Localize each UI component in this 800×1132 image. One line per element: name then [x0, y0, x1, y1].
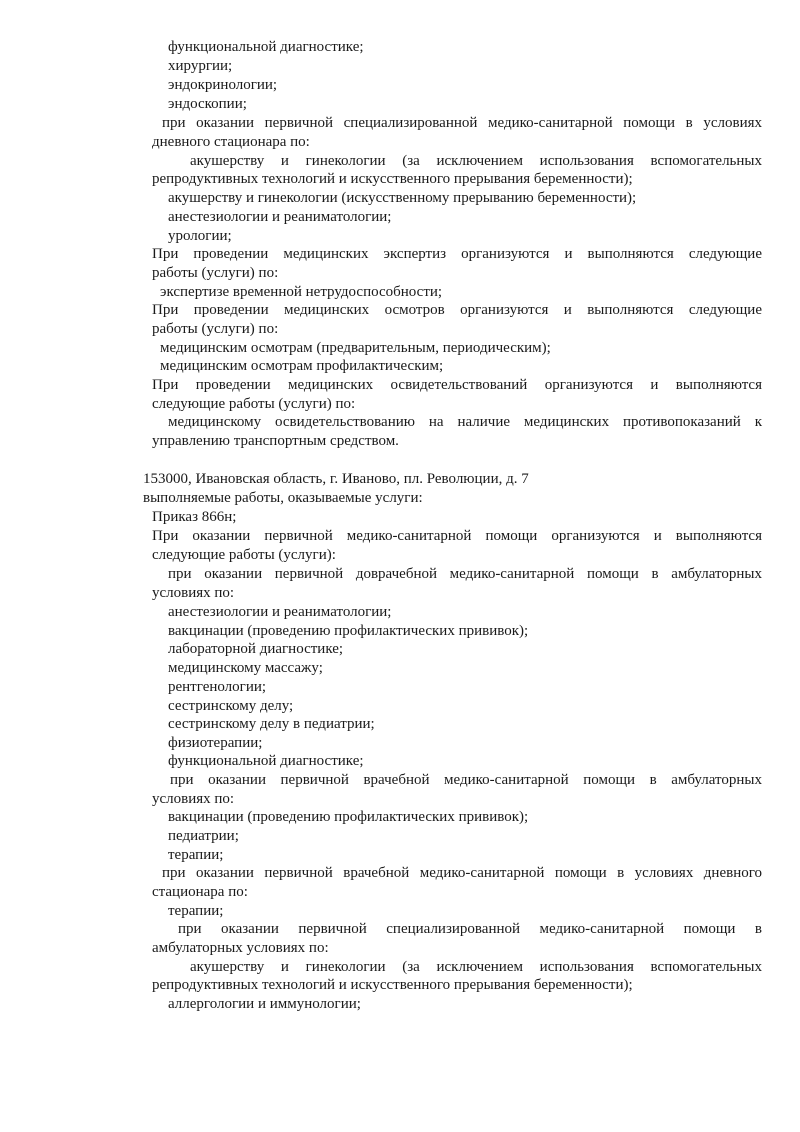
text-line: репродуктивных технологий и искусственного прерывания беременности); [152, 977, 633, 993]
text-line: При оказании первичной медико-санитарной помощи организуются и выполняются [152, 528, 762, 544]
text-line: Приказ 866н; [152, 509, 237, 525]
text-line: акушерству и гинекологии (за исключением использования вспомогательных [190, 153, 762, 169]
text-line: При проведении медицинских экспертиз организуются и выполняются следующие [152, 246, 762, 262]
text-line: акушерству и гинекологии (за исключением использования вспомогательных [190, 959, 762, 975]
text-line: при оказании первичной специализированной медико-санитарной помощи в [178, 921, 762, 937]
text-line: при оказании первичной врачебной медико-санитарной помощи в условиях дневного [162, 865, 762, 881]
text-line: условиях по: [152, 791, 235, 807]
text-line: при оказании первичной врачебной медико-санитарной помощи в амбулаторных [170, 772, 762, 788]
text-line: рентгенологии; [168, 679, 267, 695]
text-line: работы (услуги) по: [152, 265, 279, 281]
text-line: управлению транспортным средством. [152, 433, 399, 449]
text-line: вакцинации (проведению профилактических прививок); [168, 809, 529, 825]
text-line: медицинским осмотрам (предварительным, периодическим); [160, 340, 551, 356]
text-line: сестринскому делу; [168, 698, 294, 714]
text-line: экспертизе временной нетрудоспособности; [160, 284, 443, 300]
text-line: стационара по: [152, 884, 248, 900]
text-line: медицинским осмотрам профилактическим; [160, 358, 444, 374]
text-line: следующие работы (услуги): [152, 547, 336, 563]
text-line: медицинскому освидетельствованию на наличие медицинских противопоказаний к [168, 414, 762, 430]
text-line: акушерству и гинекологии (искусственному прерыванию беременности); [168, 190, 637, 206]
text-line: анестезиологии и реаниматологии; [168, 604, 392, 620]
text-line: терапии; [168, 847, 224, 863]
text-line: анестезиологии и реаниматологии; [168, 209, 392, 225]
text-line: При проведении медицинских осмотров организуются и выполняются следующие [152, 302, 762, 318]
text-line: урологии; [168, 228, 232, 244]
text-line: при оказании первичной специализированной медико-санитарной помощи в условиях [162, 115, 762, 131]
text-line: лабораторной диагностике; [168, 641, 344, 657]
text-line: педиатрии; [168, 828, 239, 844]
text-line: физиотерапии; [168, 735, 263, 751]
text-line: хирургии; [168, 58, 233, 74]
text-line: условиях по: [152, 585, 235, 601]
text-line: При проведении медицинских освидетельствований организуются и выполняются [152, 377, 762, 393]
text-line: репродуктивных технологий и искусственного прерывания беременности); [152, 171, 633, 187]
text-line: следующие работы (услуги) по: [152, 396, 356, 412]
address-line: 153000, Ивановская область, г. Иваново, пл. Революции, д. 7 [143, 471, 529, 487]
text-line: сестринскому делу в педиатрии; [168, 716, 375, 732]
text-line: аллергологии и иммунологии; [168, 996, 361, 1012]
text-line: работы (услуги) по: [152, 321, 279, 337]
text-line: при оказании первичной доврачебной медико-санитарной помощи в амбулаторных [168, 566, 762, 582]
text-line: функциональной диагностике; [168, 753, 364, 769]
text-line: дневного стационара по: [152, 134, 310, 150]
text-line: эндокринологии; [168, 77, 278, 93]
text-line: медицинскому массажу; [168, 660, 323, 676]
text-line: эндоскопии; [168, 96, 247, 112]
text-line: амбулаторных условиях по: [152, 940, 329, 956]
text-line: функциональной диагностике; [168, 39, 364, 55]
text-line: выполняемые работы, оказываемые услуги: [143, 490, 423, 506]
text-line: вакцинации (проведению профилактических прививок); [168, 623, 529, 639]
text-line: терапии; [168, 903, 224, 919]
